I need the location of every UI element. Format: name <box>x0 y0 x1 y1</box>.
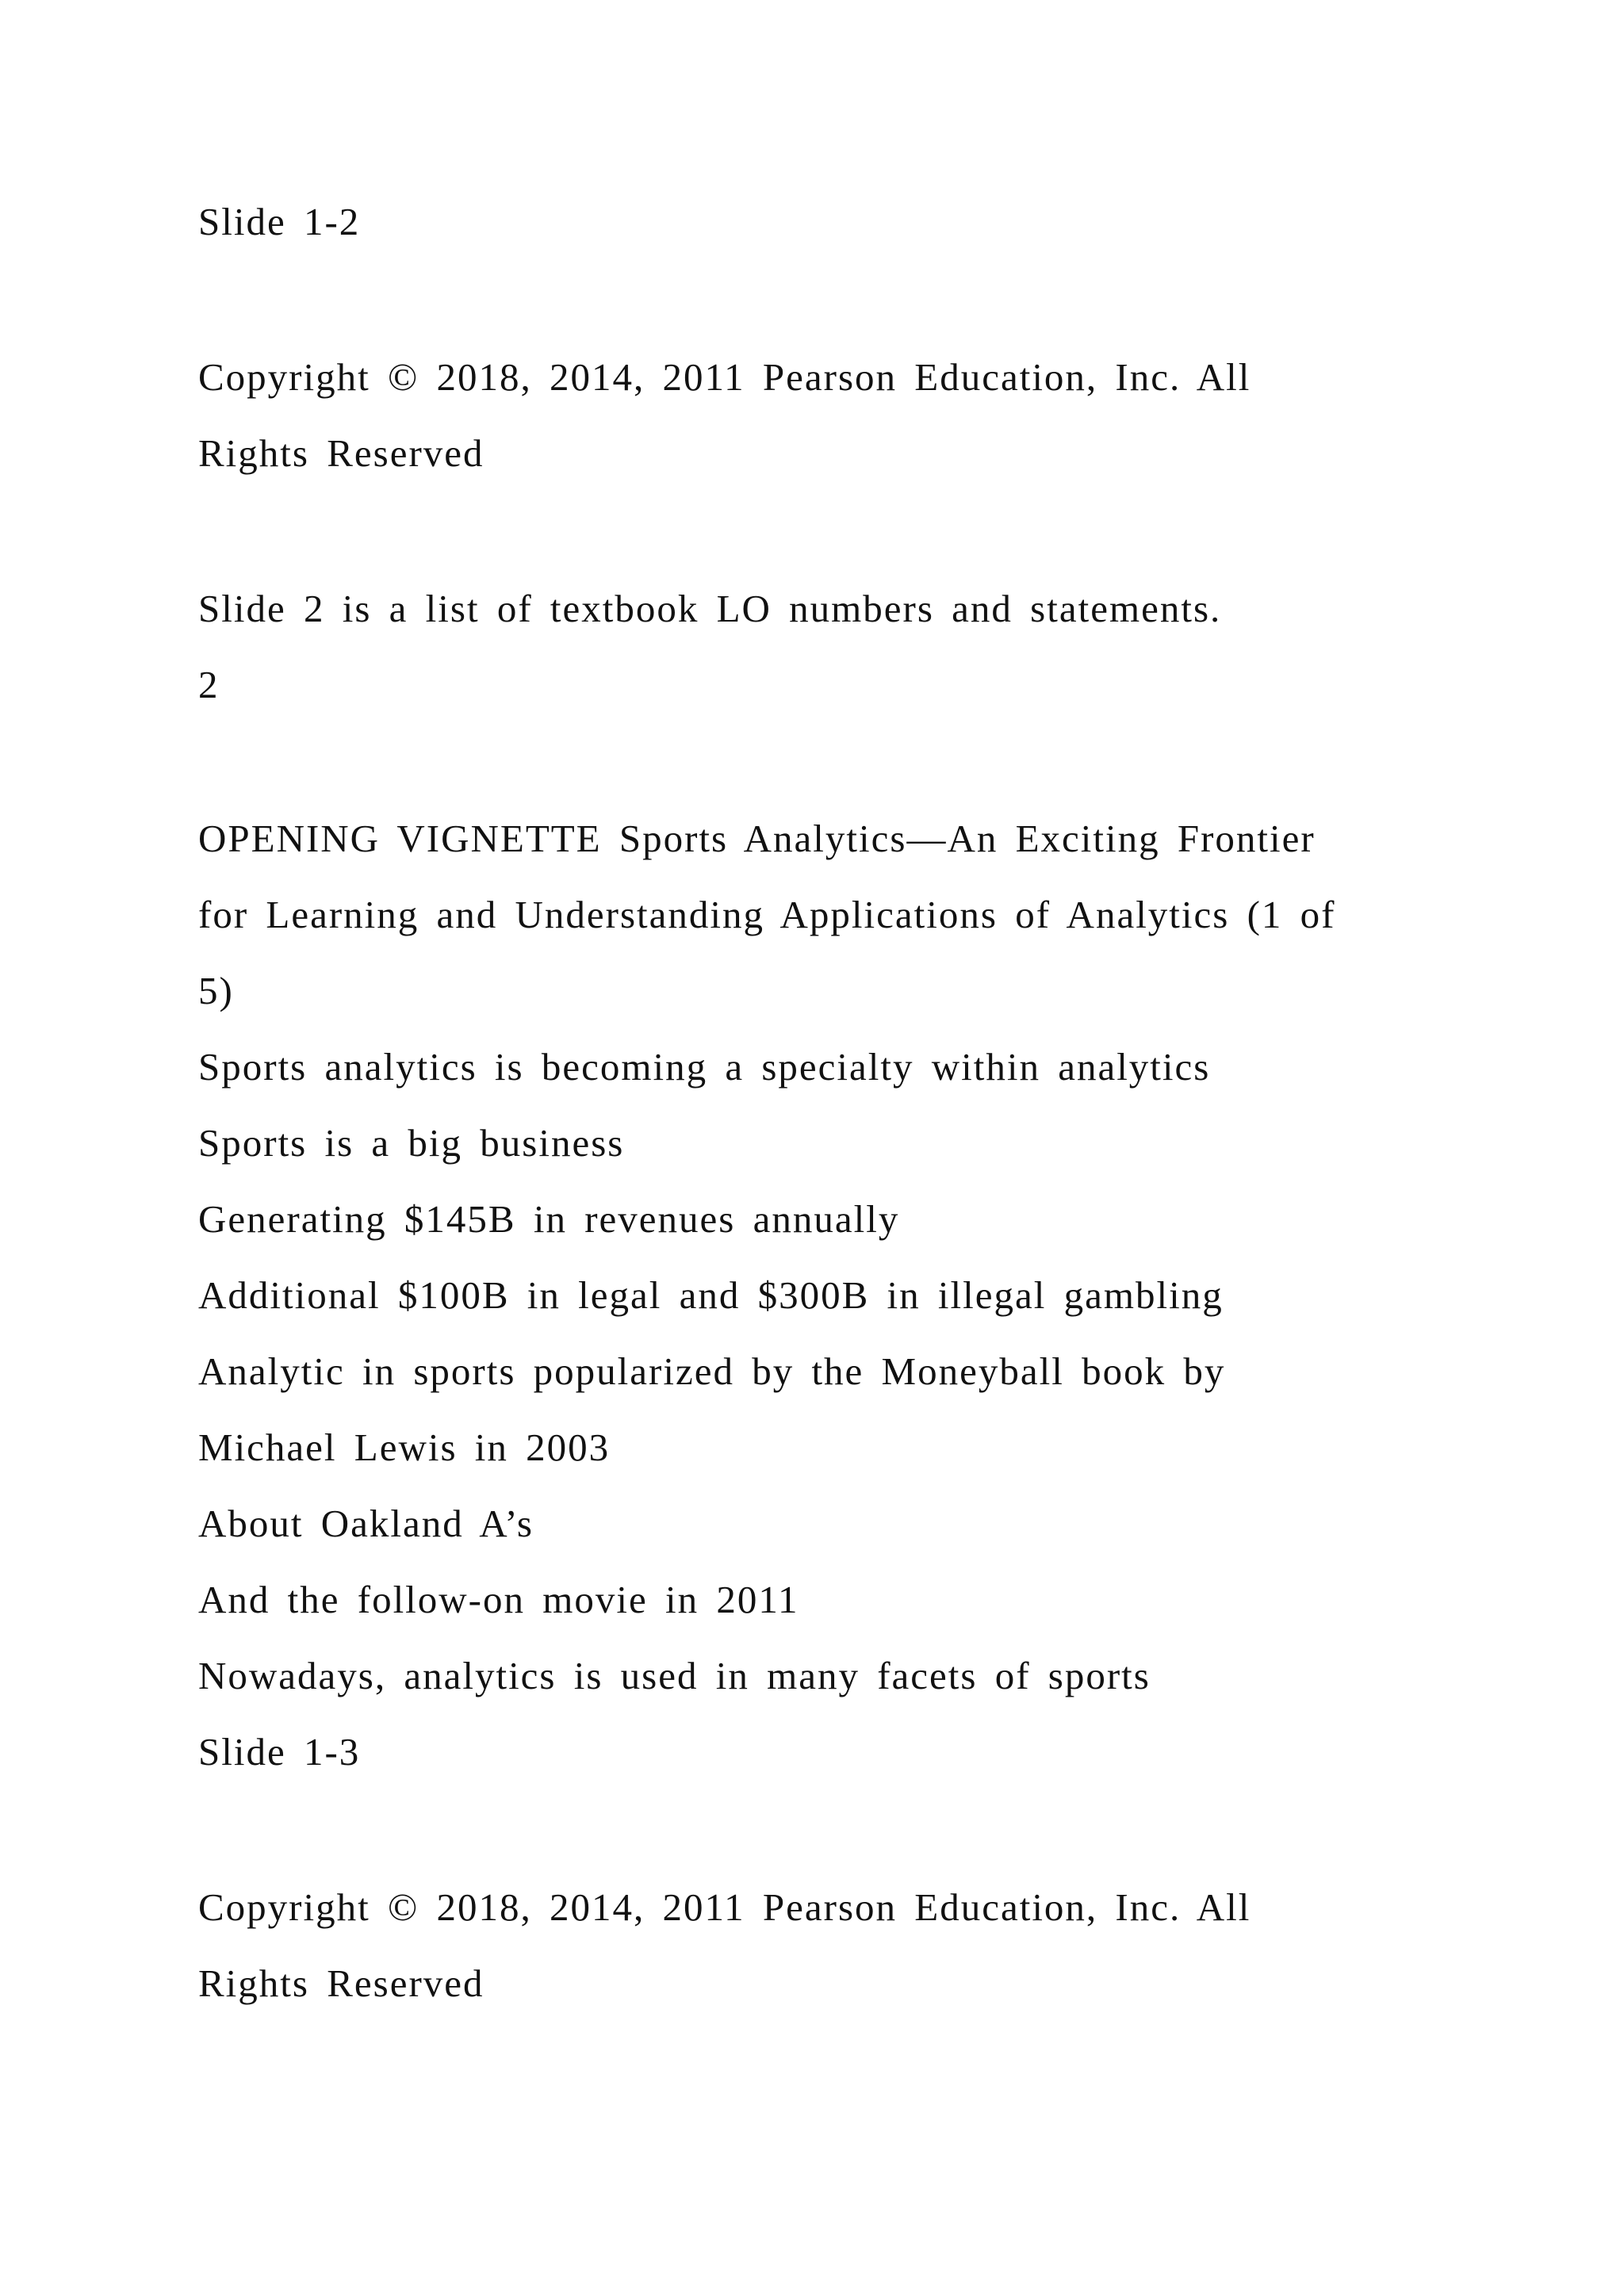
heading-line: OPENING VIGNETTE Sports Analytics—An Exciting Frontier <box>198 817 1316 860</box>
copyright-line: Rights Reserved <box>198 1961 485 2005</box>
slide-note: Slide 2 is a list of textbook LO numbers and statements. <box>198 587 1222 630</box>
body-line: Sports analytics is becoming a specialty within analytics <box>198 1045 1211 1089</box>
body-line: Michael Lewis in 2003 <box>198 1425 611 1469</box>
body-line: About Oakland A’s <box>198 1502 534 1545</box>
copyright-line: Copyright © 2018, 2014, 2011 Pearson Education, Inc. All <box>198 1885 1251 1929</box>
heading-line: 5) <box>198 969 234 1012</box>
heading-line: for Learning and Understanding Applications of Analytics (1 of <box>198 893 1336 936</box>
body-line: Sports is a big business <box>198 1121 625 1165</box>
body-line: Additional $100B in legal and $300B in illegal gambling <box>198 1273 1224 1317</box>
body-line: Generating $145B in revenues annually <box>198 1197 900 1241</box>
body-line: Analytic in sports popularized by the Moneyball book by <box>198 1349 1226 1393</box>
slide-label: Slide 1-3 <box>198 1730 361 1774</box>
body-line: And the follow-on movie in 2011 <box>198 1578 799 1621</box>
copyright-line: Copyright © 2018, 2014, 2011 Pearson Education, Inc. All <box>198 355 1251 399</box>
slide-label: Slide 1-2 <box>198 200 361 243</box>
body-line: Nowadays, analytics is used in many facets of sports <box>198 1654 1151 1697</box>
copyright-line: Rights Reserved <box>198 431 485 475</box>
slide-number: 2 <box>198 663 220 706</box>
